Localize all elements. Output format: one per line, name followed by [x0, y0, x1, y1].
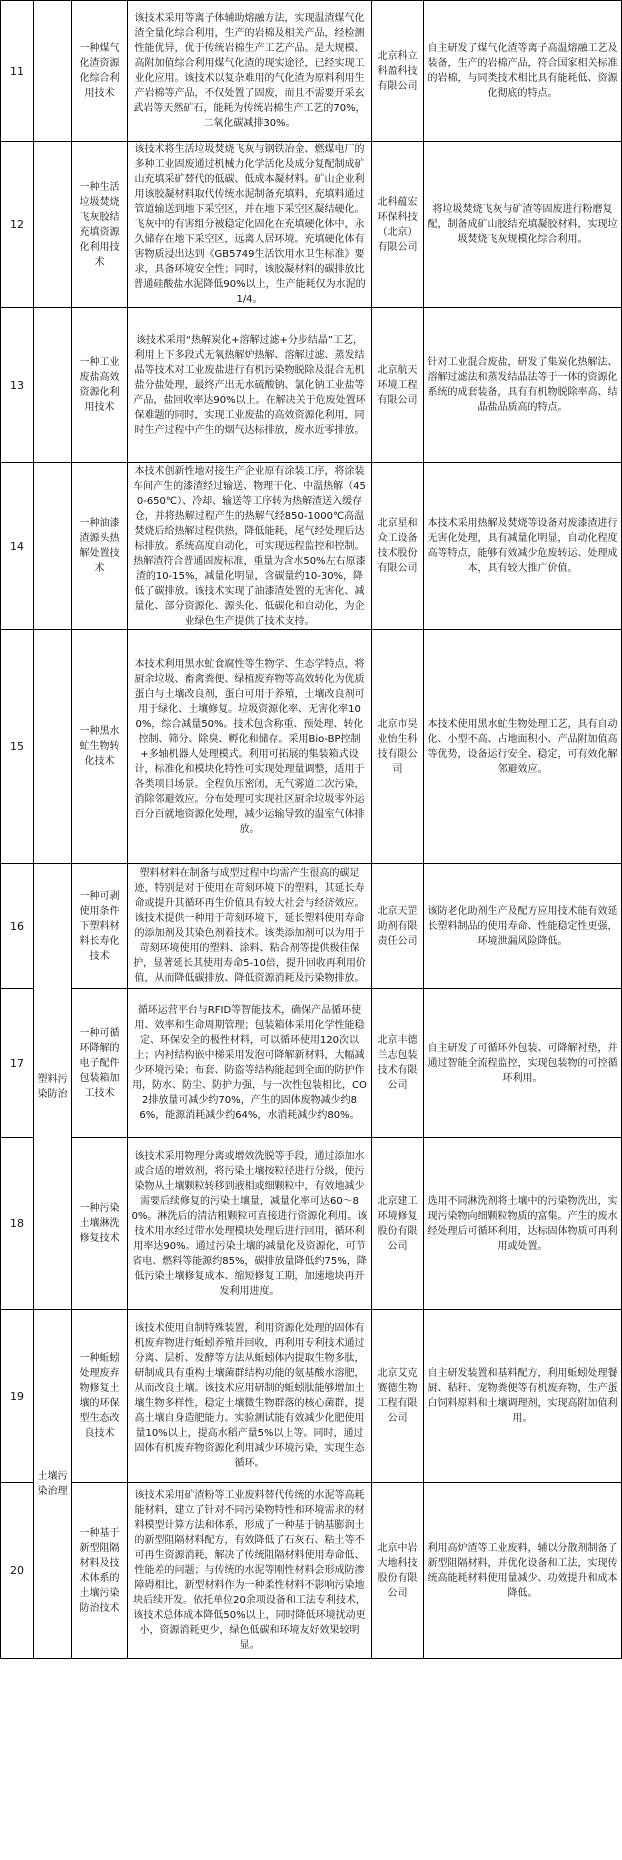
technology-feature: 自主研发了煤气化渣等离子高温熔融工艺及装备，生产的岩棉产品，符合国家相关标准的岩棉，与同类技术相比具有能耗低、资源化彻底的特点。	[424, 1, 622, 142]
applicant-unit: 北京中岩大地科技股份有限公司	[372, 1483, 424, 1659]
table-row	[1, 864, 622, 989]
technology-feature: 自主研发装置和基料配方，利用蚯蚓处理餐厨、秸秆、宠物粪便等有机废弃物，生产蛋白饲料原料和土壤调理剂，实现高附加值利用。	[424, 1310, 622, 1483]
technology-feature: 将垃圾焚烧飞灰与矿渣等固废进行粉磨复配，制备成矿山胶结充填凝胶材料，实现垃圾焚烧飞灰规模化综合利用。	[424, 142, 622, 308]
technology-description: 该技术采用等离子体辅助熔融方法，实现温渣煤气化渣全量化综合利用，生产的岩棉及相关产品，经检测性能优异，优于传统岩棉生产工艺产品。是大规模、高附加值综合利用煤气化渣的现实途径，已经实现工业化应用。该技术以复杂难用的气化渣为原料利用生产岩棉等产品，不仅处置了固废，而且不需要开采玄武岩等天然矿石，能耗为传统岩棉生产工艺的70%，二氧化碳减排30%。	[128, 1, 372, 142]
technology-feature: 本技术采用热解及焚烧等设备对废漆渣进行无害化处理，具有减量化明显，自动化程度高等特点，能够有效减少危废转运、处理成本，具有较大推广价值。	[424, 463, 622, 630]
applicant-unit: 北京丰德兰志包装技术有限公司	[372, 989, 424, 1138]
technology-description: 该技术使用自制特殊装置，利用资源化处理的固体有机废弃物进行蚯蚓养殖并回收，再利用专利技术通过分离、层析、发酵等方法从蚯蚓体内提取生物多肽，研制成具有重构土壤菌群结构功能的氨基酸水溶肥，从而改良土壤。该技术应用研制的蚯蚓肽能够增加土壤生物多样性，稳定土壤微生物群落的核心菌群，提高土壤自身造肥能力。实验测试能有效减少化肥使用量10%以上，提高水稻产量5%以上等。同时，通过固体有机废弃物资源化利用减少环境污染，实现生态循环。	[128, 1310, 372, 1483]
row-number: 13	[1, 308, 34, 463]
row-number: 16	[1, 864, 34, 989]
technology-description: 该技术采用“热解炭化+溶解过滤+分步结晶”工艺，利用上下多段式无氧热解炉热解、溶解过滤、蒸发结晶等技术对工业废盐进行有机污染物脱除及混合无机盐分盐处理，最终产出无水硫酸钠、氯化钠工业盐等产品，盐回收率达90%以上。在解决关于危废处置环保难题的同时，实现工业废盐的高效资源化利用，同时生产过程中产生的烟气达标排放，废水近零排放。	[128, 308, 372, 463]
applicant-unit: 北京星和众工设备技术股份有限公司	[372, 463, 424, 630]
technology-description: 该技术将生活垃圾焚烧飞灰与钢铁冶金、燃煤电厂的多种工业固废通过机械力化学活化及成分复配制成矿山充填采矿替代的低碳、低成本凝材料。矿山企业利用该胶凝材料取代传统水泥制备充填料，充填料通过管道输送到地下采空区，并在地下采空区凝结硬化。飞灰中的有害组分被稳定化固化在充填硬化体中，永久储存在地下采空区，远离人居环境。充填硬化体有害物质浸出达到《GB5749生活饮用水卫生标准》要求，具备环境安全性；同时，该胶凝材料的碳排放比普通硅酸盐水泥降低90%以上，生产能耗仅为水泥的1/4。	[128, 142, 372, 308]
table-row	[1, 989, 622, 1138]
technology-feature: 利用高炉渣等工业废料，辅以分散剂制备了新型阻隔材料，并优化设备和工法，实现传统高能耗材料使用量减少、功效提升和成本降低。	[424, 1483, 622, 1659]
technology-name: 一种生活垃圾焚烧飞灰胶结充填资源化利用技术	[72, 142, 128, 308]
row-number: 11	[1, 1, 34, 142]
table-row	[1, 1310, 622, 1483]
category-cell	[34, 142, 72, 308]
technology-feature: 针对工业混合废盐，研发了集炭化热解法、溶解过滤法和蒸发结晶法等于一体的资源化系统的成套装备，具有有机物脱除率高、结晶盐品质高的特点。	[424, 308, 622, 463]
row-number: 19	[1, 1310, 34, 1483]
table-row	[1, 463, 622, 630]
technology-feature: 本技术使用黑水虻生物处理工艺，具有自动化、小型不高、占地面积小、产品附加值高等优势，设备运行安全、稳定，可有效化解邻避效应。	[424, 630, 622, 864]
category-cell: 塑料污染防治	[34, 864, 72, 1310]
row-number: 18	[1, 1138, 34, 1310]
technology-description: 循环运营平台与RFID等智能技术，确保产品循环使用、效率和生命周期管理；包装箱体采用化学性能稳定、环保安全的极性材料，可以循环使用120次以上；内衬结构嵌中梯采用发泡可降解新材料，大幅减少环境污染；布套、防盗等结构能起到全面的防护作用，防水、防尘、防护力强，与一次性包装相比，CO2排放量可减少约70%，产生的固体废物减少约86%，能源消耗减少约64%，水消耗减少约80%。	[128, 989, 372, 1138]
technology-name: 一种可剥使用条件下塑料材料长寿化技术	[72, 864, 128, 989]
category-cell	[34, 308, 72, 463]
applicant-unit: 北科蕴宏环保科技（北京）有限公司	[372, 142, 424, 308]
technology-description: 本技术创新性地对接生产企业原有涂装工序，将涂装车间产生的漆渣经过输送、物理干化、中温热解（450-650℃）、冷却、输送等工序转为热解渣送入缓存仓，并将热解过程产生的热解气经850-1000℃高温焚烧后给热解过程供热，降低能耗，尾气经处理后达标排放。系统高度自动化，可实现远程监控和控制。热解渣符合普通固废标准，重量为含水50%左右原漆渣的10-15%，减量化明显，含碳量约10-30%，降低了碳排放。该技术实现了油漆渣处置的无害化、减量化、部分资源化、源头化、低碳化和自动化，为企业绿色生产提供了技术支持。	[128, 463, 372, 630]
technology-name: 一种油漆渣源头热解处置技术	[72, 463, 128, 630]
category-cell	[34, 1, 72, 142]
table-row	[1, 1138, 622, 1310]
technology-feature: 自主研发了可循环外包装、可降解衬垫，并通过智能全流程监控，实现包装物的可控循环利用。	[424, 989, 622, 1138]
technology-name: 一种污染土壤淋洗修复技术	[72, 1138, 128, 1310]
table-row	[1, 142, 622, 308]
table-row	[1, 1, 622, 142]
row-number: 15	[1, 630, 34, 864]
applicant-unit: 北京航天环境工程有限公司	[372, 308, 424, 463]
applicant-unit: 北京科立科盈科技有限公司	[372, 1, 424, 142]
technology-name: 一种煤气化渣资源化综合利用技术	[72, 1, 128, 142]
technology-feature: 该防老化助剂生产及配方应用技术能有效延长塑料制品的使用寿命、性能稳定性更强，环境泄漏风险降低。	[424, 864, 622, 989]
table-row	[1, 308, 622, 463]
technology-name: 一种可循环降解的电子配件包装箱加工技术	[72, 989, 128, 1138]
technology-description: 该技术采用物理分离或增效洗脱等手段，通过添加水或合适的增效剂，将污染土壤按粒径进行分级，使污染物从土壤颗粒转移到液相或细颗粒中，有效地减少需要后续修复的污染土壤量，减量化率可达60～80%。淋洗后的清洁粗颗粒可直接进行资源化利用。该技术用水经过带水处理模块处理后进行回用，循环利用率达90%。通过污染土壤的减量化及资源化，可节省电、燃料等能源约85%，碳排放量降低约75%，降低污染土壤修复成本、缩短修复工期，加速地块再开发利用进度。	[128, 1138, 372, 1310]
row-number: 20	[1, 1483, 34, 1659]
applicant-unit: 北京建工环境修复股份有限公司	[372, 1138, 424, 1310]
technology-feature: 选用不同淋洗剂将土壤中的污染物洗出，实现污染物向细颗粒物质的富集。产生的废水经处理后可循环利用，达标固体物质可再利用或处置。	[424, 1138, 622, 1310]
applicant-unit: 北京艾克赛德生物工程有限公司	[372, 1310, 424, 1483]
table-row	[1, 630, 622, 864]
technology-description: 该技术采用矿渣粉等工业废料替代传统的水泥等高耗能材料，建立了针对不同污染物特性和环境需求的材料模型计算方法和体系，形成了一种基于钠基膨润土的新型阻隔材料配方，有效降低了石灰石、粘土等不可再生资源消耗，解决了传统阻隔材料使用寿命低、性能差的问题；与传统的水泥等刚性材料会形成防渗障碍相比，新型材料作为一种柔性材料不影响污染地块后续开发。依托单位20余项设备和工法专利技术，该技术总体成本降低50%以上，同时降低环境扰动更小，资源消耗更少，绿色低碳和环境友好效果较明显。	[128, 1483, 372, 1659]
applicant-unit: 北京天罡助剂有限责任公司	[372, 864, 424, 989]
applicant-unit: 北京市昊业怡生科技有限公司	[372, 630, 424, 864]
technology-name: 一种基于新型阻隔材料及技术体系的土壤污染防治技术	[72, 1483, 128, 1659]
row-number: 14	[1, 463, 34, 630]
technology-name: 一种蚯蚓处理废弃物修复土壤的环保型生态改良技术	[72, 1310, 128, 1483]
technology-name: 一种黑水虻生物转化技术	[72, 630, 128, 864]
technology-name: 一种工业废盐高效资源化利用技术	[72, 308, 128, 463]
row-number: 17	[1, 989, 34, 1138]
category-cell	[34, 463, 72, 630]
table-row	[1, 1483, 622, 1659]
technology-description: 塑料材料在制备与成型过程中均需产生很高的碳足迹，特别是对于使用在苛刻环境下的塑料，其延长寿命或提升其循环再生价值具有较大社会与经济效应。该技术提供一种用于苛刻环境下，延长塑料使用寿命的添加剂及其染色剂着技术。该类添加剂可以为用于苛刻环境使用的塑料、涂料、粘合剂等提供极佳保护，显著延长其使用寿命5-10倍，提升回收再利用价值，从而降低碳排放、降低资源消耗及污染物排放。	[128, 864, 372, 989]
technology-description: 本技术利用黑水虻食腐性等生物学、生态学特点，将厨余垃圾、畜禽粪便、绿植废弃物等高效转化为优质蛋白与土壤改良剂，蛋白可用于养殖，土壤改良剂可用于绿化、土壤修复。垃圾资源化率、无害化率100%，综合减量50%。技术包含称重、预处理、转化控制、筛分、除臭、孵化和储存。采用Bio-BP控制+多轴机器人处理模式。利用可拓展的集装箱式设计，标准化和模块化特性可实现处理量调整，适用于各类项目场景。全程负压密闭，无气雾道二次污染，消除邻避效应。分布处理可实现社区厨余垃圾零外运百分百就地资源化处理，减少运输导致的温室气体排放。	[128, 630, 372, 864]
row-number: 12	[1, 142, 34, 308]
category-cell	[34, 630, 72, 864]
category-cell: 土壤污染治理	[34, 1310, 72, 1659]
